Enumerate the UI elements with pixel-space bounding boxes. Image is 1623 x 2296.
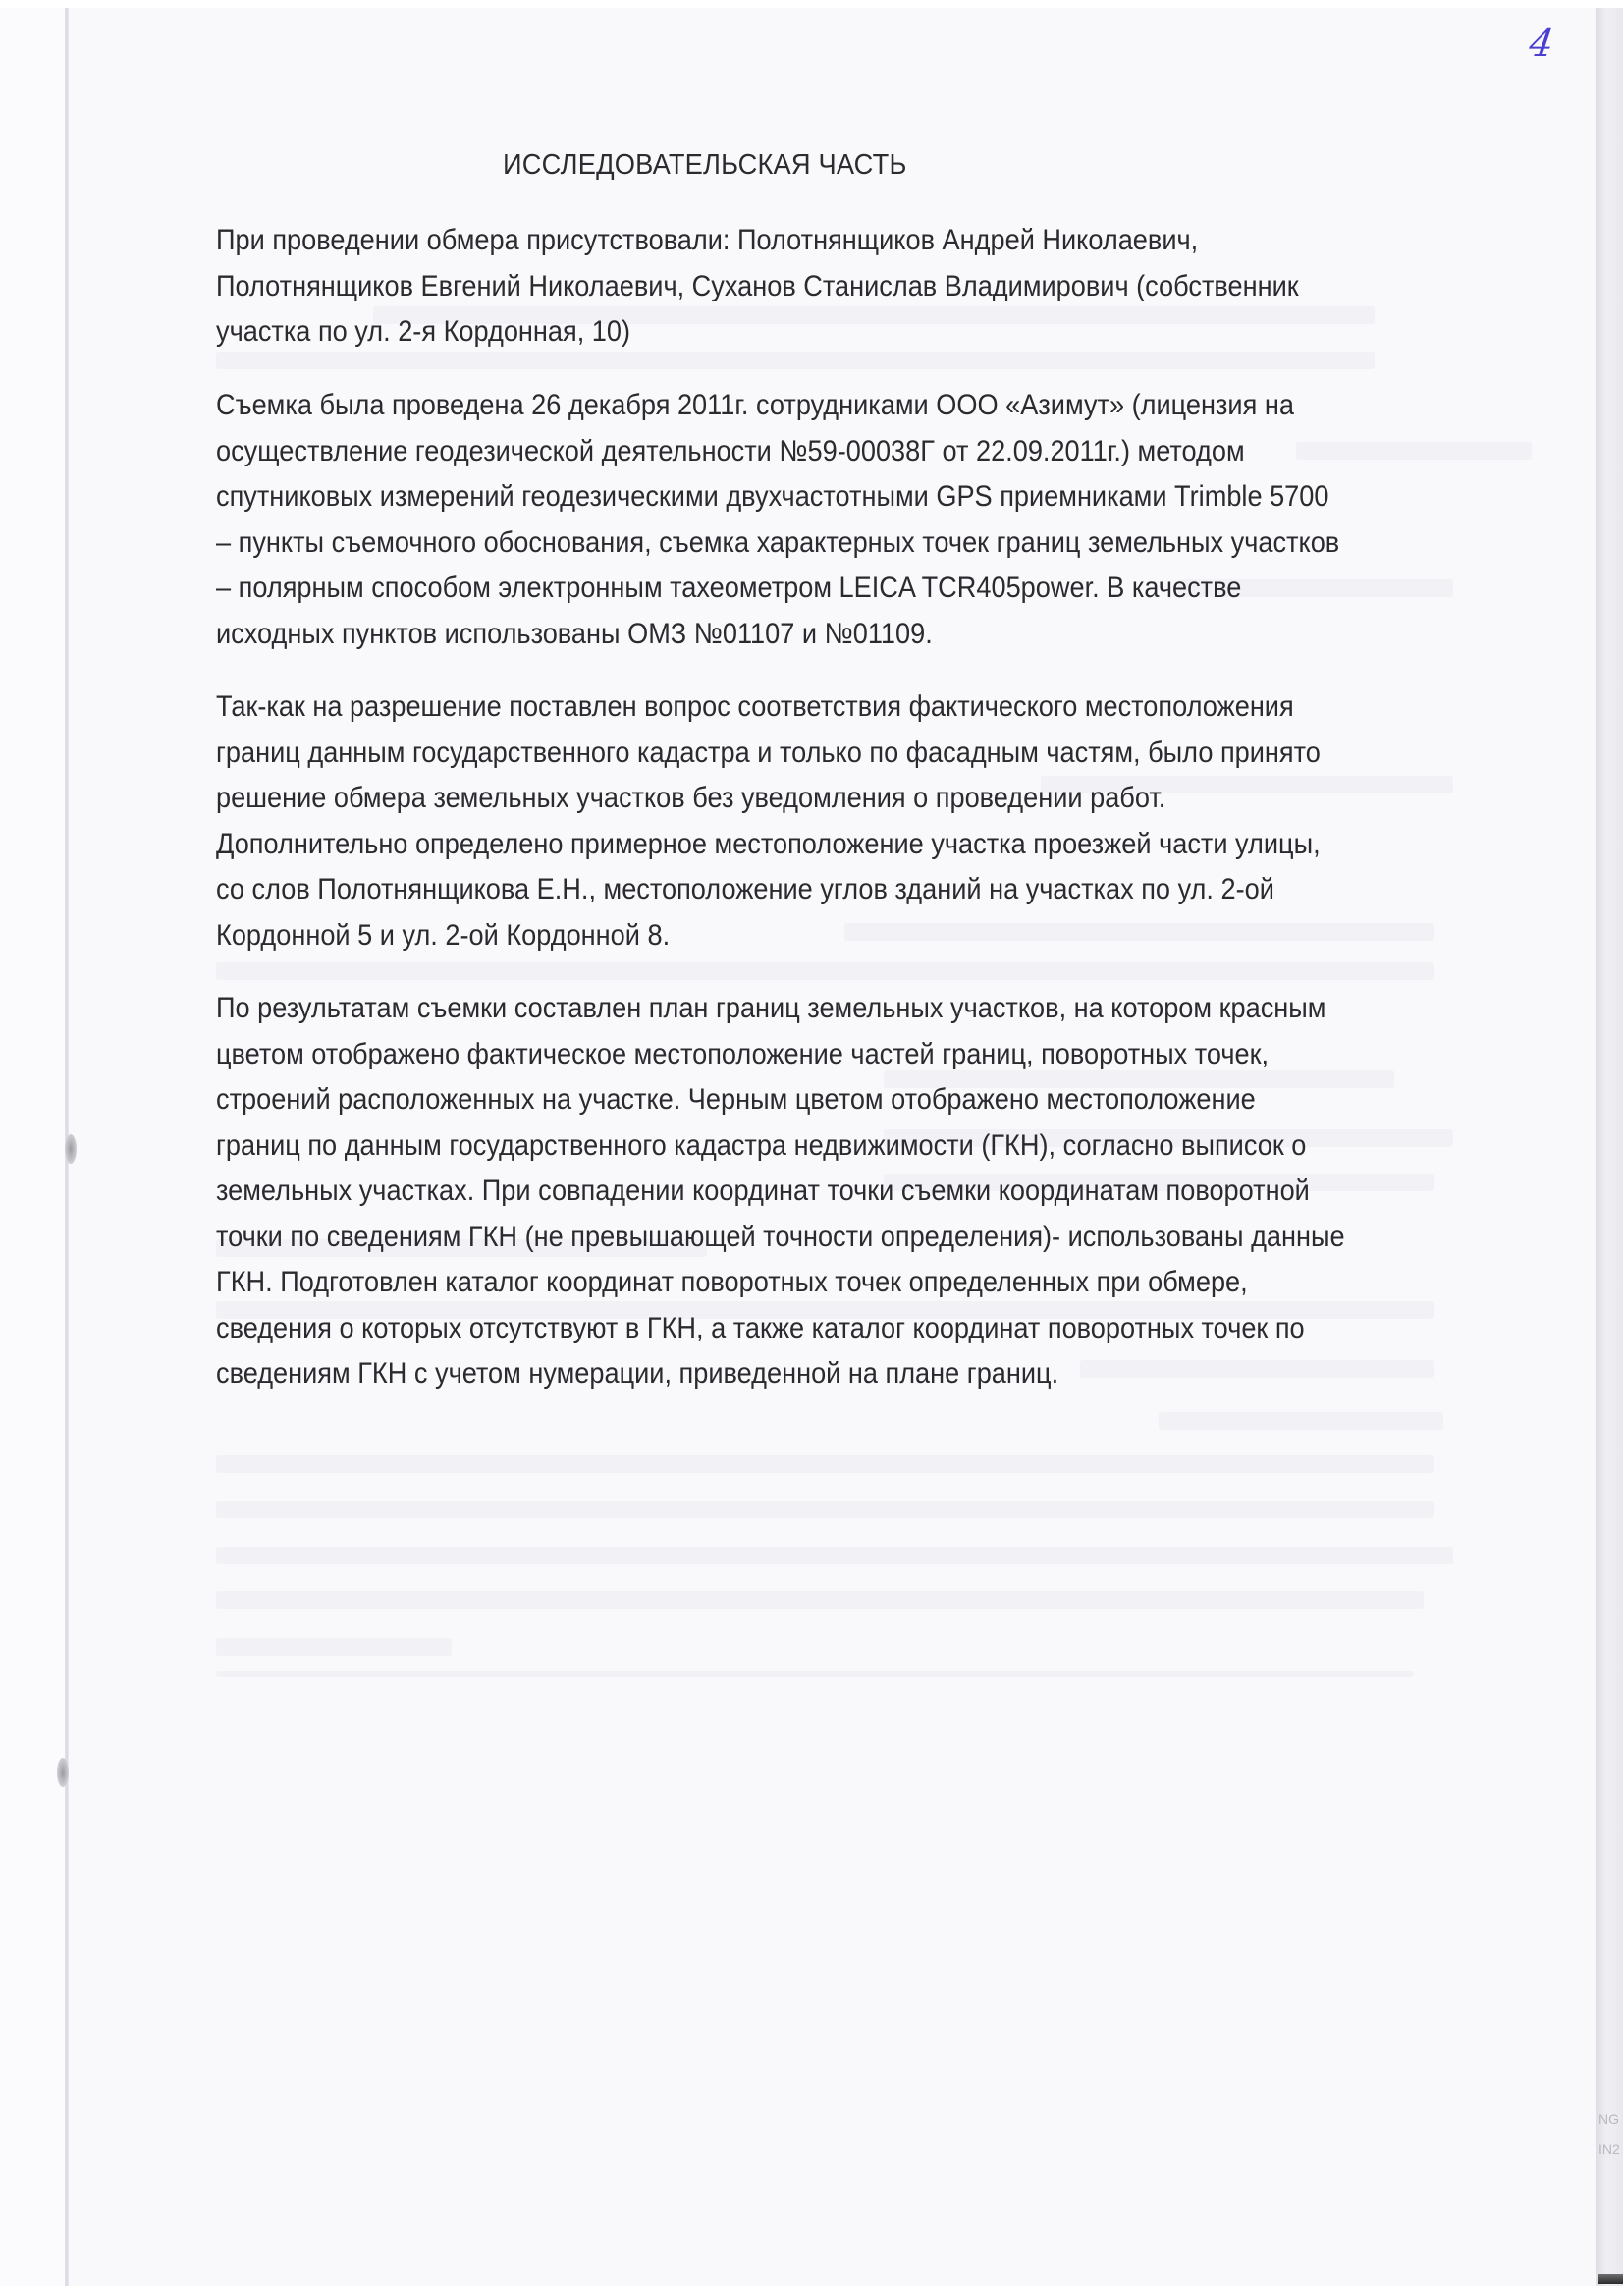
text-line: участка по ул. 2-я Кордонная, 10) [216, 315, 631, 348]
text-line: Кордонной 5 и ул. 2-ой Кордонной 8. [216, 918, 671, 952]
text-line: Так-как на разрешение поставлен вопрос соответствия фактического местоположения [216, 690, 1294, 723]
text-line: Полотнянщиков Евгений Николаевич, Суханов Станислав Владимирович (собственник [216, 269, 1299, 302]
scan-shadow [1598, 2274, 1623, 2284]
text-line: земельных участках. При совпадении координат точки съемки координатам поворотной [216, 1175, 1310, 1207]
text-line: По результатам съемки составлен план границ земельных участков, на котором красным [216, 992, 1326, 1024]
text-line: строений расположенных на участке. Черным цветом отображено местоположение [216, 1083, 1256, 1116]
paragraph-scope [216, 684, 1436, 958]
edge-mark: IN2 [1598, 2141, 1620, 2157]
text-line: точки по сведениям ГКН (не превышающей точности определения)- использованы данные [216, 1220, 1345, 1253]
adjacent-page-edge [1596, 8, 1623, 2286]
paragraph-attendees [216, 218, 1412, 355]
text-line: Съемка была проведена 26 декабря 2011г. сотрудниками ООО «Азимут» (лицензия на [216, 389, 1294, 421]
text-line: спутниковых измерений геодезическими двухчастотными GPS приемниками Trimble 5700 [216, 480, 1329, 513]
text-line: – полярным способом электронным тахеометром LEICA TCR405power. В качестве [216, 572, 1242, 604]
text-line: При проведении обмера присутствовали: Полотнянщиков Андрей Николаевич, [216, 224, 1199, 256]
text-line: границ по данным государственного кадастра недвижимости (ГКН), согласно выписок о [216, 1128, 1307, 1162]
text-line: Дополнительно определено примерное местоположение участка проезжей части улицы, [216, 827, 1321, 860]
text-line: со слов Полотнянщикова Е.Н., местоположение углов зданий на участках по ул. 2-ой [216, 873, 1274, 905]
section-heading: ИССЛЕДОВАТЕЛЬСКАЯ ЧАСТЬ [503, 149, 907, 181]
text-line: решение обмера земельных участков без уведомления о проведении работ. [216, 782, 1166, 814]
text-line: осуществление геодезической деятельности №59-00038Г от 22.09.2011г.) методом [216, 434, 1245, 467]
edge-mark: NG [1598, 2111, 1619, 2127]
punch-hole-icon [65, 1134, 77, 1164]
text-line: – пункты съемочного обоснования, съемка характерных точек границ земельных участков [216, 525, 1340, 559]
left-margin [0, 8, 67, 2286]
text-line: цветом отображено фактическое местоположение частей границ, поворотных точек, [216, 1037, 1270, 1070]
text-line: сведениям ГКН с учетом нумерации, приведенной на плане границ. [216, 1357, 1059, 1390]
text-line: ГКН. Подготовлен каталог координат поворотных точек определенных при обмере, [216, 1266, 1248, 1298]
text-line: исходных пунктов использованы ОМЗ №01107 и №01109. [216, 617, 933, 650]
text-line: сведения о которых отсутствуют в ГКН, а также каталог координат поворотных точек по [216, 1311, 1305, 1344]
punch-hole-icon [57, 1758, 69, 1787]
text-line: границ данным государственного кадастра и только по фасадным частям, было принято [216, 736, 1321, 769]
paragraph-results [216, 986, 1463, 1397]
paragraph-survey-method [216, 383, 1457, 657]
handwritten-page-number: 4 [1526, 22, 1557, 65]
